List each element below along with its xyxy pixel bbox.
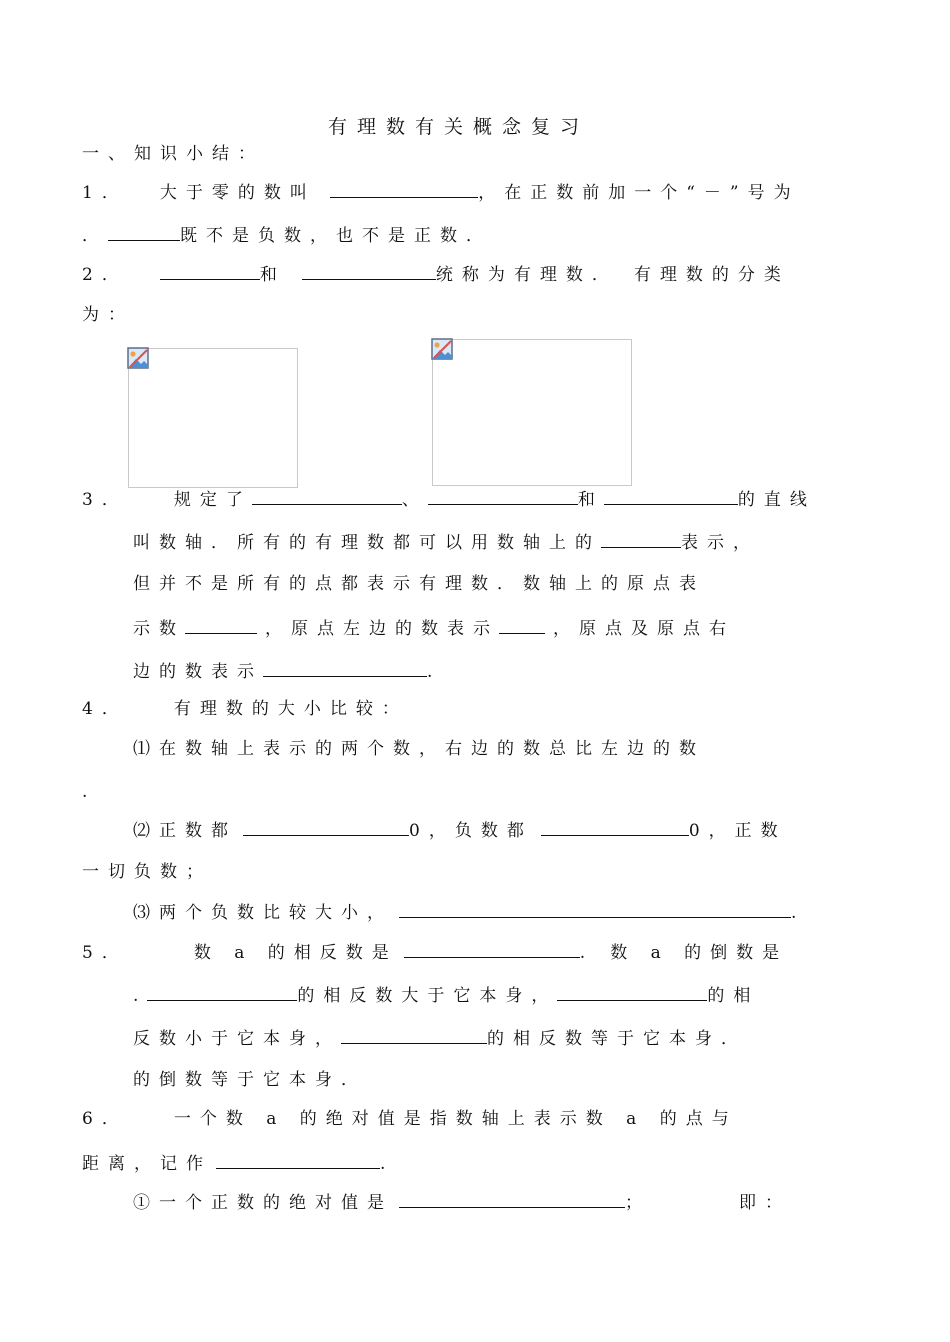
section-heading: 一、知识小结： (82, 144, 264, 164)
answer-blank[interactable] (185, 616, 257, 634)
question-3-line-1: 3． 规定了 、 和 的直线 (82, 487, 816, 511)
classification-image-2 (432, 339, 632, 486)
answer-blank[interactable] (252, 487, 402, 505)
answer-blank[interactable] (541, 818, 689, 836)
question-3-line-3: 但并不是所有的点都表示有理数．数轴上的原点表 (133, 574, 705, 594)
answer-blank[interactable] (147, 983, 297, 1001)
answer-blank[interactable] (557, 983, 707, 1001)
broken-image-icon (431, 338, 453, 360)
answer-blank[interactable] (330, 180, 478, 198)
answer-blank[interactable] (404, 940, 580, 958)
answer-blank[interactable] (302, 262, 436, 280)
answer-blank[interactable] (160, 262, 260, 280)
answer-blank[interactable] (399, 900, 791, 918)
question-4-sub-3: ⑶两个负数比较大小， . (133, 900, 805, 924)
question-5-line-3: 反数小于它本身， 的相反数等于它本身． (133, 1026, 747, 1050)
question-4-line-1: 4． 有理数的大小比较： (82, 699, 408, 719)
page-title: 有理数有关概念复习 (328, 116, 590, 138)
answer-blank[interactable] (604, 487, 738, 505)
question-5-line-4: 的倒数等于它本身． (133, 1070, 367, 1090)
question-6-line-1: 6． 一个数 a 的绝对值是指数轴上表示数 a 的点与 (82, 1109, 738, 1129)
question-6-line-3: ①一个正数的绝对值是 ； 即： (133, 1190, 791, 1214)
question-4-sub-2-end: 一切负数； (82, 862, 212, 882)
answer-blank[interactable] (216, 1151, 380, 1169)
question-3-line-4: 示数 ，原点左边的数表示 ，原点及原点右 (133, 616, 735, 640)
answer-blank[interactable] (263, 659, 427, 677)
question-4-sub-1-end: . (82, 782, 97, 802)
question-1-line-1: 1． 大于零的数叫 ，在正数前加一个“－”号为 (82, 180, 800, 204)
broken-image-icon (127, 347, 149, 369)
answer-blank[interactable] (341, 1026, 487, 1044)
question-3-line-5: 边的数表示 . (133, 659, 441, 683)
question-4-sub-1: ⑴在数轴上表示的两个数，右边的数总比左边的数 (133, 739, 705, 759)
question-5-line-2: . 的相反数大于它本身， 的相 (133, 983, 759, 1007)
question-3-line-2: 叫数轴．所有的有理数都可以用数轴上的 表示， (133, 530, 759, 554)
question-1-line-2: ． 既不是负数，也不是正数． (82, 223, 492, 247)
question-number: 1． (82, 183, 128, 203)
question-2-line-2: 为： (82, 305, 134, 325)
question-4-sub-2: ⑵正数都 0，负数都 0，正数 (133, 818, 787, 842)
answer-blank[interactable] (428, 487, 578, 505)
answer-blank[interactable] (243, 818, 409, 836)
answer-blank[interactable] (601, 530, 681, 548)
answer-blank[interactable] (108, 223, 180, 241)
question-number: 2． (82, 265, 128, 285)
question-number: 3． (82, 490, 128, 510)
question-number: 5． (82, 943, 128, 963)
answer-blank[interactable] (399, 1190, 625, 1208)
question-6-line-2: 距离，记作 . (82, 1151, 394, 1175)
question-number: 4． (82, 699, 128, 719)
classification-image-1 (128, 348, 298, 488)
answer-blank[interactable] (499, 616, 545, 634)
question-5-line-1: 5． 数 a 的相反数是 . 数 a 的倒数是 (82, 940, 788, 964)
question-number: 6． (82, 1109, 128, 1129)
question-2-line-1: 2． 和 统称为有理数． 有理数的分类 (82, 262, 790, 286)
